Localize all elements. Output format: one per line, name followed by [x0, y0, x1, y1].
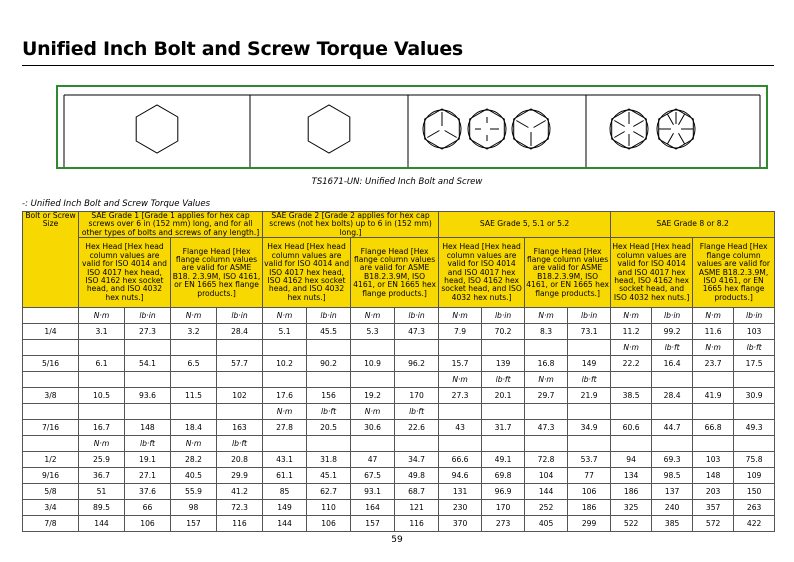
- unit-cell: [439, 436, 482, 452]
- value-cell: 20.8: [217, 452, 263, 468]
- unit-cell: N·m: [611, 308, 652, 324]
- value-cell: 47: [351, 452, 395, 468]
- value-cell: 263: [734, 500, 775, 516]
- grade-2-hex-head-header: Hex Head [Hex head column values are valid for ISO 4014 and ISO 4017 hex head, ISO 4162 hex socket head, and ISO 4032 hex nuts.]: [263, 238, 351, 308]
- value-cell: 27.3: [125, 324, 171, 340]
- unit-cell: N·m: [79, 308, 125, 324]
- value-cell: 144: [79, 516, 125, 532]
- unit-cell: [693, 436, 734, 452]
- value-cell: 186: [568, 500, 611, 516]
- value-cell: 41.2: [217, 484, 263, 500]
- unit-cell: [171, 372, 217, 388]
- value-cell: 230: [439, 500, 482, 516]
- value-cell: 144: [525, 484, 568, 500]
- size-cell: 5/8: [23, 484, 79, 500]
- unit-cell: lb·ft: [652, 340, 693, 356]
- value-cell: 103: [734, 324, 775, 340]
- grade-2-flange-head-header: Flange Head [Hex flange column values are valid for ASME B18.2.3.9M, ISO 4161, or EN 1665 hex flange products.]: [351, 238, 439, 308]
- unit-cell: [263, 372, 307, 388]
- unit-cell: lb·in: [482, 308, 525, 324]
- value-cell: 96.9: [482, 484, 525, 500]
- value-cell: 98: [171, 500, 217, 516]
- size-cell: 9/16: [23, 468, 79, 484]
- unit-cell: [439, 340, 482, 356]
- unit-cell: [395, 436, 439, 452]
- table-row: [23, 500, 775, 516]
- value-cell: 47.3: [525, 420, 568, 436]
- value-cell: 43: [439, 420, 482, 436]
- unit-cell: lb·ft: [734, 340, 775, 356]
- table-row: [23, 356, 775, 372]
- unit-cell: [482, 340, 525, 356]
- value-cell: 110: [307, 500, 351, 516]
- value-cell: 67.5: [351, 468, 395, 484]
- value-cell: 299: [568, 516, 611, 532]
- unit-cell: [351, 436, 395, 452]
- value-cell: 49.8: [395, 468, 439, 484]
- value-cell: 66.8: [693, 420, 734, 436]
- value-cell: 20.1: [482, 388, 525, 404]
- torque-table-body: [23, 308, 775, 532]
- value-cell: 57.7: [217, 356, 263, 372]
- unit-row: [23, 404, 775, 420]
- unit-cell: [307, 436, 351, 452]
- value-cell: 96.2: [395, 356, 439, 372]
- bolt-grade-markings-diagram: [58, 87, 766, 167]
- value-cell: 69.8: [482, 468, 525, 484]
- table-row: [23, 484, 775, 500]
- value-cell: 28.4: [652, 388, 693, 404]
- value-cell: 148: [125, 420, 171, 436]
- value-cell: 109: [734, 468, 775, 484]
- unit-cell: N·m: [439, 372, 482, 388]
- value-cell: 36.7: [79, 468, 125, 484]
- value-cell: 156: [307, 388, 351, 404]
- grade-1-flange-head-header: Flange Head [Hex flange column values are valid for ASME B18. 2.3.9M, ISO 4161, or EN 1665 hex flange products.]: [171, 238, 263, 308]
- unit-cell: N·m: [171, 436, 217, 452]
- value-cell: 31.7: [482, 420, 525, 436]
- title-divider: [22, 65, 774, 66]
- value-cell: 18.4: [171, 420, 217, 436]
- torque-table: [22, 211, 775, 532]
- unit-cell: N·m: [79, 436, 125, 452]
- value-cell: 93.6: [125, 388, 171, 404]
- grade-1-header: SAE Grade 1 [Grade 1 applies for hex cap screws over 6 in (152 mm) long, and for all other types of bolts and screws of any length.]: [79, 212, 263, 238]
- value-cell: 25.9: [79, 452, 125, 468]
- unit-cell: [652, 404, 693, 420]
- unit-cell: lb·ft: [482, 372, 525, 388]
- value-cell: 7.9: [439, 324, 482, 340]
- unit-cell: N·m: [439, 308, 482, 324]
- value-cell: 5.3: [351, 324, 395, 340]
- value-cell: 203: [693, 484, 734, 500]
- grade-8-hex-head-header: Hex Head [Hex head column values are valid for ISO 4014 and ISO 4017 hex head, ISO 4162 hex socket head, and ISO 4032 hex nuts.]: [611, 238, 693, 308]
- value-cell: 148: [693, 468, 734, 484]
- value-cell: 90.2: [307, 356, 351, 372]
- value-cell: 94: [611, 452, 652, 468]
- unit-cell: N·m: [263, 404, 307, 420]
- unit-cell: [79, 404, 125, 420]
- value-cell: 93.1: [351, 484, 395, 500]
- unit-cell: [79, 372, 125, 388]
- unit-cell: N·m: [171, 308, 217, 324]
- value-cell: 22.6: [395, 420, 439, 436]
- value-cell: 16.7: [79, 420, 125, 436]
- value-cell: 357: [693, 500, 734, 516]
- unit-cell: [125, 404, 171, 420]
- value-cell: 116: [217, 516, 263, 532]
- unit-cell: [734, 372, 775, 388]
- unit-cell: [525, 404, 568, 420]
- value-cell: 116: [395, 516, 439, 532]
- unit-cell: [568, 340, 611, 356]
- unit-cell: [734, 436, 775, 452]
- grade-mark-line: [614, 121, 624, 127]
- unit-cell: [611, 436, 652, 452]
- value-cell: 163: [217, 420, 263, 436]
- size-cell: [23, 436, 79, 452]
- unit-cell: N·m: [351, 308, 395, 324]
- value-cell: 72.3: [217, 500, 263, 516]
- value-cell: 106: [568, 484, 611, 500]
- value-cell: 37.6: [125, 484, 171, 500]
- value-cell: 11.6: [693, 324, 734, 340]
- unit-cell: [568, 436, 611, 452]
- value-cell: 422: [734, 516, 775, 532]
- unit-cell: [125, 340, 171, 356]
- grade-mark-line: [516, 121, 528, 128]
- value-cell: 19.1: [125, 452, 171, 468]
- grade-1-bolt-head: [136, 105, 178, 153]
- value-cell: 170: [395, 388, 439, 404]
- unit-cell: [351, 372, 395, 388]
- unit-cell: [525, 436, 568, 452]
- grade-5-hex-head-header: Hex Head [Hex head column values are valid for ISO 4014 and ISO 4017 hex head, ISO 4162 hex socket head, and ISO 4032 hex nuts.]: [439, 238, 525, 308]
- size-cell: 3/8: [23, 388, 79, 404]
- unit-cell: N·m: [693, 308, 734, 324]
- unit-cell: lb·in: [734, 308, 775, 324]
- value-cell: 28.4: [217, 324, 263, 340]
- value-cell: 30.6: [351, 420, 395, 436]
- value-cell: 121: [395, 500, 439, 516]
- unit-cell: lb·ft: [307, 404, 351, 420]
- value-cell: 30.9: [734, 388, 775, 404]
- unit-cell: [217, 404, 263, 420]
- value-cell: 45.1: [307, 468, 351, 484]
- size-cell: [23, 340, 79, 356]
- value-cell: 11.5: [171, 388, 217, 404]
- unit-cell: [217, 340, 263, 356]
- value-cell: 85: [263, 484, 307, 500]
- unit-cell: [263, 436, 307, 452]
- grade-mark-line: [668, 133, 674, 143]
- value-cell: 405: [525, 516, 568, 532]
- unit-cell: [693, 404, 734, 420]
- unit-cell: [439, 404, 482, 420]
- unit-cell: [652, 372, 693, 388]
- value-cell: 170: [482, 500, 525, 516]
- size-cell: 1/2: [23, 452, 79, 468]
- grade-mark-line: [668, 114, 674, 124]
- value-cell: 28.2: [171, 452, 217, 468]
- value-cell: 34.7: [395, 452, 439, 468]
- value-cell: 66.6: [439, 452, 482, 468]
- unit-cell: [171, 340, 217, 356]
- unit-cell: lb·in: [652, 308, 693, 324]
- grade-mark-line: [633, 121, 643, 127]
- unit-cell: [171, 404, 217, 420]
- value-cell: 60.6: [611, 420, 652, 436]
- value-cell: 99.2: [652, 324, 693, 340]
- unit-cell: lb·in: [217, 308, 263, 324]
- value-cell: 75.8: [734, 452, 775, 468]
- value-cell: 10.2: [263, 356, 307, 372]
- value-cell: 106: [307, 516, 351, 532]
- page-title: Unified Inch Bolt and Screw Torque Values: [22, 38, 463, 60]
- value-cell: 43.1: [263, 452, 307, 468]
- unit-cell: lb·ft: [125, 436, 171, 452]
- table-caption: -: Unified Inch Bolt and Screw Torque Values: [22, 199, 211, 209]
- value-cell: 131: [439, 484, 482, 500]
- value-cell: 45.5: [307, 324, 351, 340]
- value-cell: 139: [482, 356, 525, 372]
- value-cell: 29.9: [217, 468, 263, 484]
- value-cell: 134: [611, 468, 652, 484]
- value-cell: 17.5: [734, 356, 775, 372]
- value-cell: 157: [171, 516, 217, 532]
- value-cell: 522: [611, 516, 652, 532]
- unit-cell: [734, 404, 775, 420]
- value-cell: 27.3: [439, 388, 482, 404]
- value-cell: 164: [351, 500, 395, 516]
- grade-mark-line: [427, 131, 439, 138]
- value-cell: 15.7: [439, 356, 482, 372]
- size-cell: 7/8: [23, 516, 79, 532]
- unit-row: [23, 436, 775, 452]
- value-cell: 31.8: [307, 452, 351, 468]
- value-cell: 104: [525, 468, 568, 484]
- unit-cell: [482, 436, 525, 452]
- value-cell: 572: [693, 516, 734, 532]
- value-cell: 137: [652, 484, 693, 500]
- size-cell: [23, 308, 79, 324]
- unit-cell: [611, 372, 652, 388]
- table-row: [23, 468, 775, 484]
- value-cell: 16.8: [525, 356, 568, 372]
- value-cell: 72.8: [525, 452, 568, 468]
- value-cell: 10.5: [79, 388, 125, 404]
- unit-cell: [482, 404, 525, 420]
- value-cell: 66: [125, 500, 171, 516]
- value-cell: 20.5: [307, 420, 351, 436]
- grade-mark-line: [679, 133, 685, 143]
- value-cell: 68.7: [395, 484, 439, 500]
- value-cell: 62.7: [307, 484, 351, 500]
- size-cell: 7/16: [23, 420, 79, 436]
- value-cell: 102: [217, 388, 263, 404]
- value-cell: 41.9: [693, 388, 734, 404]
- table-row: [23, 516, 775, 532]
- unit-cell: [395, 372, 439, 388]
- value-cell: 385: [652, 516, 693, 532]
- unit-cell: lb·in: [568, 308, 611, 324]
- value-cell: 98.5: [652, 468, 693, 484]
- page-number: 59: [391, 535, 403, 545]
- unit-cell: [307, 372, 351, 388]
- unit-row: [23, 372, 775, 388]
- unit-cell: [307, 340, 351, 356]
- unit-cell: N·m: [525, 372, 568, 388]
- value-cell: 54.1: [125, 356, 171, 372]
- grade-mark-line: [633, 132, 643, 138]
- value-cell: 3.2: [171, 324, 217, 340]
- unit-cell: lb·in: [395, 308, 439, 324]
- figure-caption: TS1671-UN: Unified Inch Bolt and Screw: [311, 177, 483, 187]
- value-cell: 55.9: [171, 484, 217, 500]
- unit-cell: [652, 436, 693, 452]
- value-cell: 61.1: [263, 468, 307, 484]
- unit-cell: [217, 372, 263, 388]
- value-cell: 89.5: [79, 500, 125, 516]
- unit-cell: N·m: [263, 308, 307, 324]
- value-cell: 5.1: [263, 324, 307, 340]
- value-cell: 10.9: [351, 356, 395, 372]
- grade-mark-line: [614, 132, 624, 138]
- value-cell: 325: [611, 500, 652, 516]
- size-header: Bolt or Screw Size: [23, 212, 79, 308]
- table-row: [23, 452, 775, 468]
- size-cell: 1/4: [23, 324, 79, 340]
- value-cell: 29.7: [525, 388, 568, 404]
- value-cell: 6.1: [79, 356, 125, 372]
- unit-cell: [568, 404, 611, 420]
- value-cell: 34.9: [568, 420, 611, 436]
- unit-cell: lb·in: [307, 308, 351, 324]
- value-cell: 53.7: [568, 452, 611, 468]
- unit-row: [23, 308, 775, 324]
- unit-cell: lb·ft: [217, 436, 263, 452]
- value-cell: 51: [79, 484, 125, 500]
- value-cell: 73.1: [568, 324, 611, 340]
- bolt-grade-figure: [56, 85, 768, 169]
- value-cell: 273: [482, 516, 525, 532]
- value-cell: 19.2: [351, 388, 395, 404]
- value-cell: 144: [263, 516, 307, 532]
- unit-cell: lb·ft: [568, 372, 611, 388]
- grade-8-header: SAE Grade 8 or 8.2: [611, 212, 775, 238]
- value-cell: 370: [439, 516, 482, 532]
- unit-cell: N·m: [351, 404, 395, 420]
- size-cell: 5/16: [23, 356, 79, 372]
- unit-cell: N·m: [611, 340, 652, 356]
- value-cell: 17.6: [263, 388, 307, 404]
- value-cell: 186: [611, 484, 652, 500]
- unit-cell: [525, 340, 568, 356]
- value-cell: 38.5: [611, 388, 652, 404]
- grade-2-header: SAE Grade 2 [Grade 2 applies for hex cap screws (not hex bolts) up to 6 in (152 mm) long.]: [263, 212, 439, 238]
- unit-cell: [79, 340, 125, 356]
- unit-cell: [693, 372, 734, 388]
- value-cell: 157: [351, 516, 395, 532]
- grade-8-flange-head-header: Flange Head [Hex flange column values are valid for ASME B18.2.3.9M, ISO 4161, or EN 1665 hex flange products.]: [693, 238, 775, 308]
- grade-mark-line: [445, 131, 457, 138]
- value-cell: 49.1: [482, 452, 525, 468]
- value-cell: 149: [568, 356, 611, 372]
- unit-cell: lb·in: [125, 308, 171, 324]
- value-cell: 27.8: [263, 420, 307, 436]
- value-cell: 27.1: [125, 468, 171, 484]
- value-cell: 106: [125, 516, 171, 532]
- value-cell: 47.3: [395, 324, 439, 340]
- unit-cell: N·m: [693, 340, 734, 356]
- grade-1-hex-head-header: Hex Head [Hex head column values are valid for ISO 4014 and ISO 4017 hex head, ISO 4162 hex socket head, and ISO 4032 hex nuts.]: [79, 238, 171, 308]
- value-cell: 6.5: [171, 356, 217, 372]
- unit-cell: [263, 340, 307, 356]
- unit-cell: [395, 340, 439, 356]
- value-cell: 22.2: [611, 356, 652, 372]
- unit-cell: [125, 372, 171, 388]
- value-cell: 3.1: [79, 324, 125, 340]
- unit-cell: [611, 404, 652, 420]
- value-cell: 70.2: [482, 324, 525, 340]
- size-cell: [23, 372, 79, 388]
- grade-mark-line: [679, 114, 685, 124]
- unit-cell: N·m: [525, 308, 568, 324]
- table-row: [23, 420, 775, 436]
- value-cell: 49.3: [734, 420, 775, 436]
- value-cell: 94.6: [439, 468, 482, 484]
- bolt-head-circle: [468, 110, 506, 148]
- table-row: [23, 388, 775, 404]
- table-row: [23, 324, 775, 340]
- grade-5-header: SAE Grade 5, 5.1 or 5.2: [439, 212, 611, 238]
- value-cell: 40.5: [171, 468, 217, 484]
- size-cell: 3/4: [23, 500, 79, 516]
- value-cell: 240: [652, 500, 693, 516]
- size-cell: [23, 404, 79, 420]
- value-cell: 77: [568, 468, 611, 484]
- value-cell: 252: [525, 500, 568, 516]
- unit-row: [23, 340, 775, 356]
- value-cell: 150: [734, 484, 775, 500]
- value-cell: 21.9: [568, 388, 611, 404]
- unit-cell: lb·ft: [395, 404, 439, 420]
- value-cell: 23.7: [693, 356, 734, 372]
- value-cell: 16.4: [652, 356, 693, 372]
- value-cell: 11.2: [611, 324, 652, 340]
- value-cell: 69.3: [652, 452, 693, 468]
- grade-mark-line: [534, 121, 546, 128]
- grade-2-bolt-head: [308, 105, 350, 153]
- value-cell: 8.3: [525, 324, 568, 340]
- unit-cell: [351, 340, 395, 356]
- value-cell: 149: [263, 500, 307, 516]
- value-cell: 103: [693, 452, 734, 468]
- grade-5-flange-head-header: Flange Head [Hex flange column values are valid for ASME B18.2.3.9M, ISO 4161, or EN 1665 hex flange products.]: [525, 238, 611, 308]
- value-cell: 44.7: [652, 420, 693, 436]
